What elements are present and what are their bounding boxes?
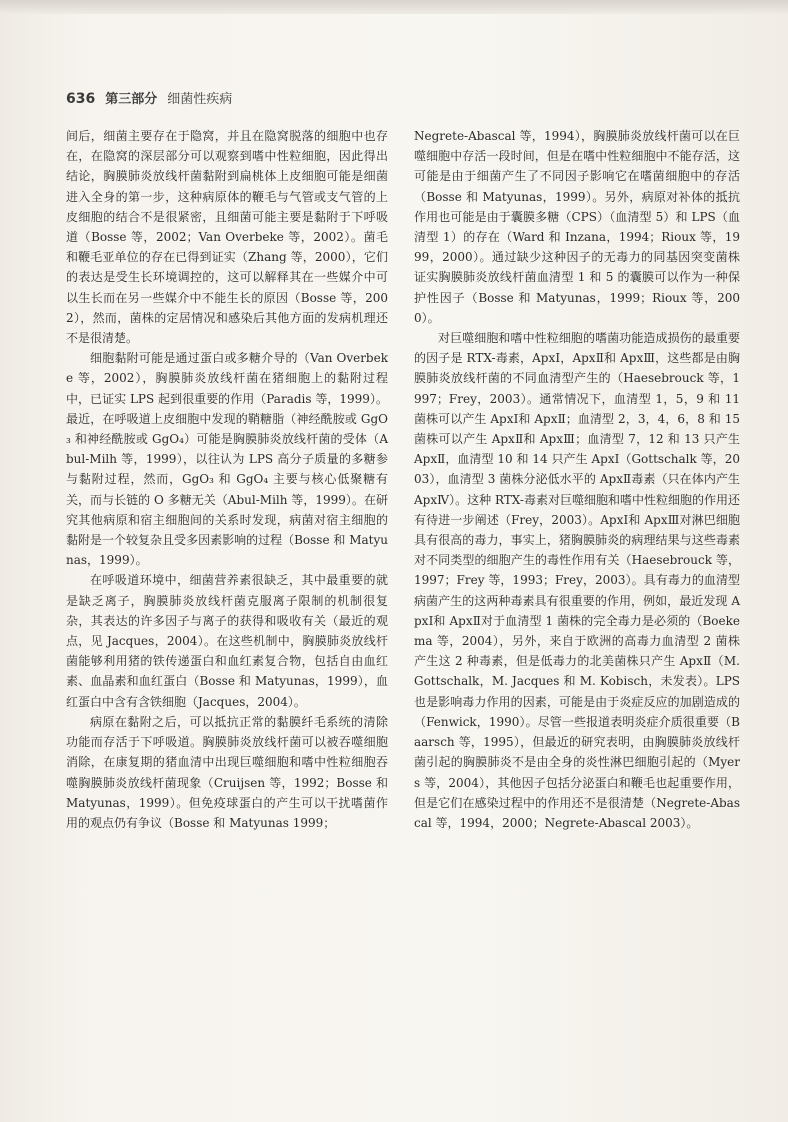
page-number: 636 [66, 91, 96, 107]
page-top-edge [0, 0, 788, 14]
part-title: 第三部分 [105, 92, 158, 107]
paragraph: Negrete-Abascal 等，1994），胸膜肺炎放线杆菌可以在巨噬细胞中存活一段时间，但是在嗜中性粒细胞中不能存活，这可能是由于细菌产生了不同因子影响它在嗜菌细胞中的存活（Bosse 和 Matyunas，1999）。另外，病原对补体的抵抗作用也可能是由于囊膜多糖（CPS）（血清型 5）和 LPS（血清型 1）的存在（Ward 和 Inzana，1994；Rioux 等，1999，2000）。通过缺少这种因子的无毒力的同基因突变菌株证实胸膜肺炎放线杆菌血清型 1 和 5 的囊膜可以作为一种保护性因子（Bosse 和 Matyunas，1999；Rioux 等，2000）。 [414, 129, 740, 325]
paragraph: 在呼吸道环境中，细菌营养素很缺乏，其中最重要的就是缺乏离子，胸膜肺炎放线杆菌克服离子限制的机制很复杂，其表达的许多因子与离子的获得和吸收有关（最近的观点，见 Jacques，2004）。在这些机制中，胸膜肺炎放线杆菌能够利用猪的铁传递蛋白和血红素复合物，包括自由血红素、血晶素和血红蛋白（Bosse 和 Matyunas，1999），血红蛋白中含有含铁细胞（Jacques，2004）。 [66, 573, 388, 709]
paragraph: 病原在黏附之后，可以抵抗正常的黏膜纤毛系统的清除功能而存活于下呼吸道。胸膜肺炎放线杆菌可以被吞噬细胞消除，在康复期的猪血清中出现巨噬细胞和嗜中性粒细胞吞噬胸膜肺炎放线杆菌现象（Cruijsen 等，1992；Bosse 和 Matyunas，1999）。但免疫球蛋白的产生可以干扰嗜菌作用的观点仍有争议（Bosse 和 Matyunas 1999； [66, 714, 388, 830]
left-column [66, 126, 388, 833]
paragraph: 间后，细菌主要存在于隐窝，并且在隐窝脱落的细胞中也存在，在隐窝的深层部分可以观察到嗜中性粒细胞，因此得出结论，胸膜肺炎放线杆菌黏附到扁桃体上皮细胞可能是细菌进入全身的第一步，这种病原体的鞭毛与气管或支气管的上皮细胞的结合不是很紧密，且细菌可能主要是黏附于下呼吸道（Bosse 等，2002；Van Overbeke 等，2002）。菌毛和鞭毛亚单位的存在已得到证实（Zhang 等，2000），它们的表达是受生长环境调控的，这可以解释其在一些媒介中可以生长而在另一些媒介中不能生长的原因（Bosse 等，2002），然而，菌株的定居情况和感染后其他方面的发病机理还不是很清楚。 [66, 129, 388, 346]
right-column [414, 126, 740, 833]
chapter-title: 细菌性疾病 [167, 92, 233, 107]
running-header [66, 88, 232, 110]
paragraph: 细胞黏附可能是通过蛋白或多糖介导的（Van Overbeke 等，2002），胸膜肺炎放线杆菌在猪细胞上的黏附过程中，已证实 LPS 起到很重要的作用（Paradis 等，1999）。最近，在呼吸道上皮细胞中发现的鞘糖脂（神经酰胺或 GgO₃ 和神经酰胺或 GgO₄）可能是胸膜肺炎放线杆菌的受体（Abul-Milh 等，1999），以往认为 LPS 高分子质量的多糖参与黏附过程，然而，GgO₃ 和 GgO₄ 主要与核心低聚糖有关，而与长链的 O 多糖无关（Abul-Milh 等，1999）。在研究其他病原和宿主细胞间的关系时发现，病菌对宿主细胞的黏附是一个较复杂且受多因素影响的过程（Bosse 和 Matyunas，1999）。 [66, 351, 388, 568]
paragraph: 对巨噬细胞和嗜中性粒细胞的嗜菌功能造成损伤的最重要的因子是 RTX-毒素，ApxⅠ，ApxⅡ和 ApxⅢ，这些都是由胸膜肺炎放线杆菌的不同血清型产生的（Haesebrouck 等，1997；Frey，2003）。通常情况下，血清型 1，5，9 和 11 菌株可以产生 ApxⅠ和 ApxⅡ；血清型 2，3，4，6，8 和 15 菌株可以产生 ApxⅡ和 ApxⅢ；血清型 7，12 和 13 只产生 ApxⅡ，血清型 10 和 14 只产生 ApxⅠ（Gottschalk 等，2003），血清型 3 菌株分泌低水平的 ApxⅡ毒素（只在体内产生 ApxⅣ）。这种 RTX-毒素对巨噬细胞和嗜中性粒细胞的作用还有待进一步阐述（Frey，2003）。ApxⅠ和 ApxⅢ对淋巴细胞具有很高的毒力，事实上，猪胸膜肺炎的病理结果与这些毒素对不同类型的细胞产生的毒性作用有关（Haesebrouck 等，1997；Frey 等，1993；Frey，2003）。具有毒力的血清型病菌产生的这两种毒素具有很重要的作用，例如，最近发现 ApxⅠ和 ApxⅡ对于血清型 1 菌株的完全毒力是必须的（Boekema 等，2004），另外，来自于欧洲的高毒力血清型 2 菌株产生这 2 种毒素，但是低毒力的北美菌株只产生 ApxⅡ（M. Gottschalk，M. Jacques 和 M. Kobisch，未发表）。LPS 也是影响毒力作用的因素，可能是由于炎症反应的加剧造成的（Fenwick，1990）。尽管一些报道表明炎症介质很重要（Baarsch 等，1995），但最近的研究表明，由胸膜肺炎放线杆菌引起的胸膜肺炎不是由全身的炎性淋巴细胞引起的（Myers 等，2004），其他因子包括分泌蛋白和鞭毛也起重要作用，但是它们在感染过程中的作用还不是很清楚（Negrete-Abascal 等，1994，2000；Negrete-Abascal 2003）。 [414, 331, 740, 830]
